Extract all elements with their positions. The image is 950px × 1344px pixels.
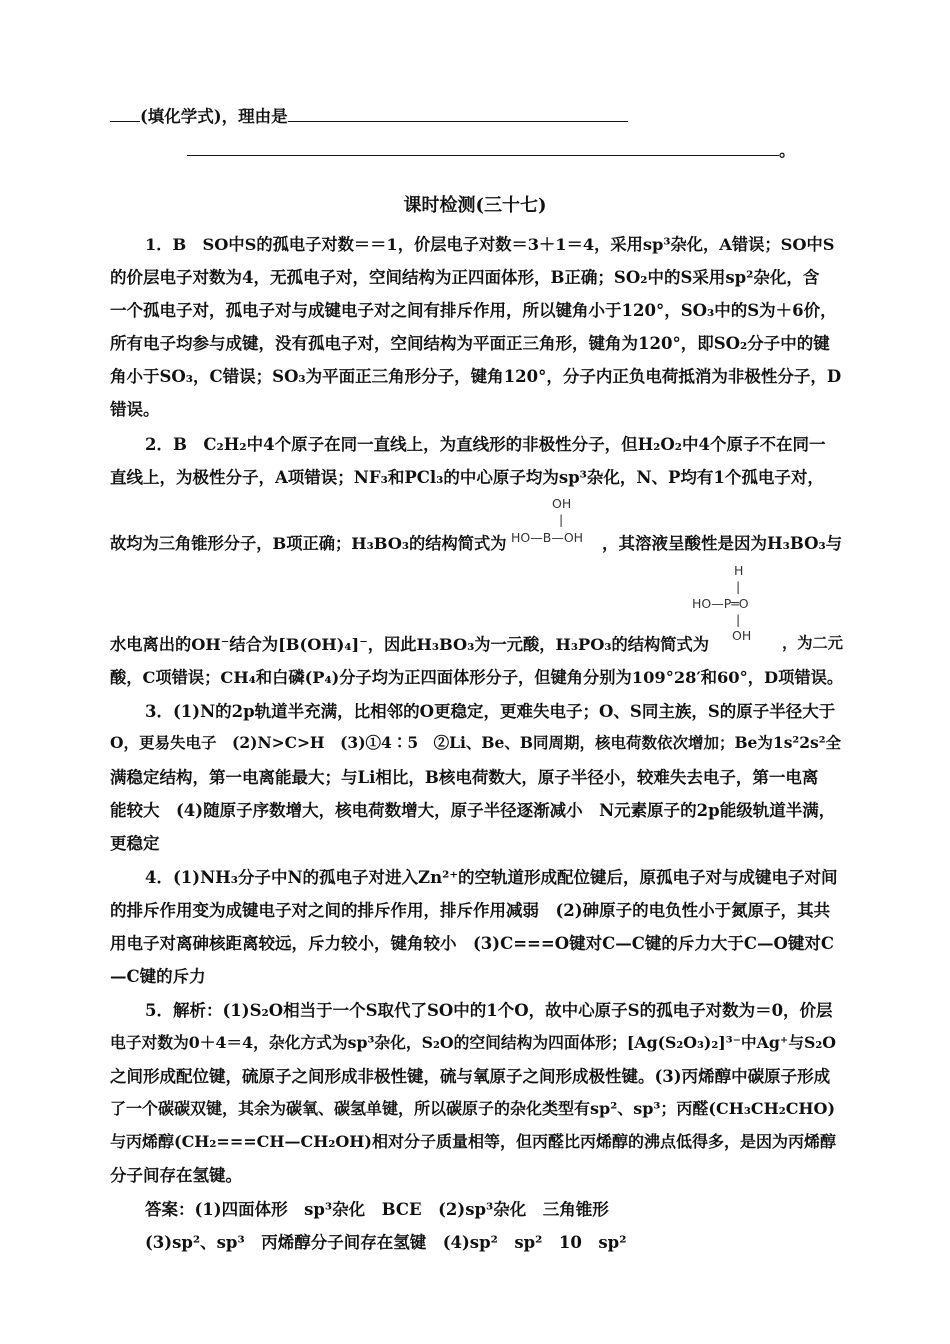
q4-line-3: 用电子对离砷核距离较远，斥力较小，键角较小 (3)C===O键对C—C键的斥力大于C—O键对C (110, 934, 834, 953)
fill-in-line-1: (填化学式)，理由是 (110, 103, 842, 127)
q3-line-2: O，更易失电子 (2)N>C>H (3)①4∶5 ②Li、Be、B同周期，核电荷数依次增加；Be为1s²2s²全 (110, 733, 842, 752)
q4-line-4: —C键的斥力 (110, 967, 206, 986)
q5-line-1: 5．解析：(1)S₂O相当于一个S取代了SO中的1个O，故中心原子S的孤电子对数为＝0，价层 (145, 1001, 833, 1020)
h3po3-top-h: H (734, 563, 744, 578)
q5-line-4: 了一个碳碳双键，其余为碳氧、碳氢单键，所以碳原子的杂化类型有sp²、sp³；丙醛(CH₃CH₂CHO) (110, 1099, 836, 1118)
h3bo3-bond: | (559, 512, 564, 527)
q2-line-5: 酸，C项错误；CH₄和白磷(P₄)分子均为正四面体形分子，但键角分别为109°28′和60°，D项错误。 (110, 668, 844, 687)
q5-line-5: 与丙烯醇(CH₂===CH—CH₂OH)相对分子质量相等，但丙醛比丙烯醇的沸点低得多，是因为丙烯醇 (110, 1132, 836, 1151)
q5-line-6: 分子间存在氢键。 (110, 1166, 242, 1185)
h3po3-structure: HO—P═O (692, 596, 749, 611)
q1-line-5: 角小于SO₃，C错误；SO₃为平面正三角形分子，键角120°，分子内正负电荷抵消为非极性分子，D (110, 367, 842, 386)
answer-line-2: (3)sp²、sp³ 丙烯醇分子间存在氢键 (4)sp² sp² 10 sp² (145, 1233, 627, 1252)
reason-blank-continued[interactable] (187, 141, 779, 156)
q3-line-1: 3．(1)N的2p轨道半充满，比相邻的O更稳定，更难失电子；O、S同主族，S的原子半径大于 (145, 702, 836, 721)
fill-in-line-2: 。 (187, 137, 827, 161)
q2-line-4: 水电离出的OH⁻结合为[B(OH)₄]⁻，因此H₃BO₃为一元酸，H₃PO₃的结构简式为 (110, 635, 710, 654)
h3po3-bond-bottom: | (736, 612, 741, 627)
h3po3-bottom-oh: OH (732, 628, 752, 643)
reason-blank[interactable] (288, 107, 628, 122)
q1-line-1: 1．B SO中S的孤电子对数＝＝1，价层电子对数＝3＋1＝4，采用sp³杂化，A错误；SO中S (145, 235, 835, 254)
q2-line-3b: ，其溶液呈酸性是因为H₃BO₃与 (602, 534, 843, 553)
q2-line-2: 直线上，为极性分子，A项错误；NF₃和PCl₃的中心原子均为sp³杂化，N、P均有1个孤电子对， (110, 468, 824, 487)
q1-line-4: 所有电子均参与成键，没有孤电子对，空间结构为平面正三角形，键角为120°，即SO₂分子中的键 (110, 334, 830, 353)
answer-line-1: 答案：(1)四面体形 sp³杂化 BCE (2)sp³杂化 三角锥形 (145, 1200, 609, 1219)
h3bo3-top-oh: OH (552, 496, 572, 511)
q3-line-3: 满稳定结构，第一电离能最大；与Li相比，B核电荷数大，原子半径小，较难失去电子，第一电离 (110, 768, 819, 787)
q5-line-2: 电子对数为0＋4＝4，杂化方式为sp³杂化，S₂O的空间结构为四面体形；[Ag(S₂O₃)₂]³⁻中Ag⁺与S₂O (110, 1033, 836, 1052)
q4-line-2: 的排斥作用变为成键电子对之间的排斥作用，排斥作用减弱 (2)砷原子的电负性小于氮原子，其共 (110, 901, 831, 920)
q2-line-3: 故均为三角锥形分子，B项正确；H₃BO₃的结构简式为 (110, 534, 507, 553)
q1-line-6: 错误。 (110, 400, 160, 419)
q2-line-1: 2．B C₂H₂中4个原子在同一直线上，为直线形的非极性分子，但H₂O₂中4个原子不在同一 (145, 435, 826, 454)
q4-line-1: 4．(1)NH₃分子中N的孤电子对进入Zn²⁺的空轨道形成配位键后，原孤电子对与成键电子对间 (145, 868, 838, 887)
page-title: 课时检测(三十七) (403, 195, 547, 216)
q1-line-3: 一个孤电子对，孤电子对与成键电子对之间有排斥作用，所以键角小于120°，SO₃中的S为＋6价， (110, 301, 837, 320)
q5-line-3: 之间形成配位键，硫原子之间形成非极性键，硫与氧原子之间形成极性键。(3)丙烯醇中碳原子形成 (110, 1067, 831, 1086)
h3po3-bond-top: | (736, 579, 741, 594)
q3-line-5: 更稳定 (110, 834, 160, 853)
q3-line-4: 能较大 (4)随原子序数增大，核电荷数增大，原子半径逐渐减小 N元素原子的2p能级轨道半满， (110, 801, 836, 820)
q2-line-4b: ，为二元 (782, 634, 843, 652)
h3bo3-structure: HO—B—OH (511, 530, 584, 545)
answer-blank[interactable] (110, 107, 140, 122)
q1-line-2: 的价层电子对数为4，无孤电子对，空间结构为正四面体形，B正确；SO₂中的S采用sp²杂化，含 (110, 268, 820, 287)
